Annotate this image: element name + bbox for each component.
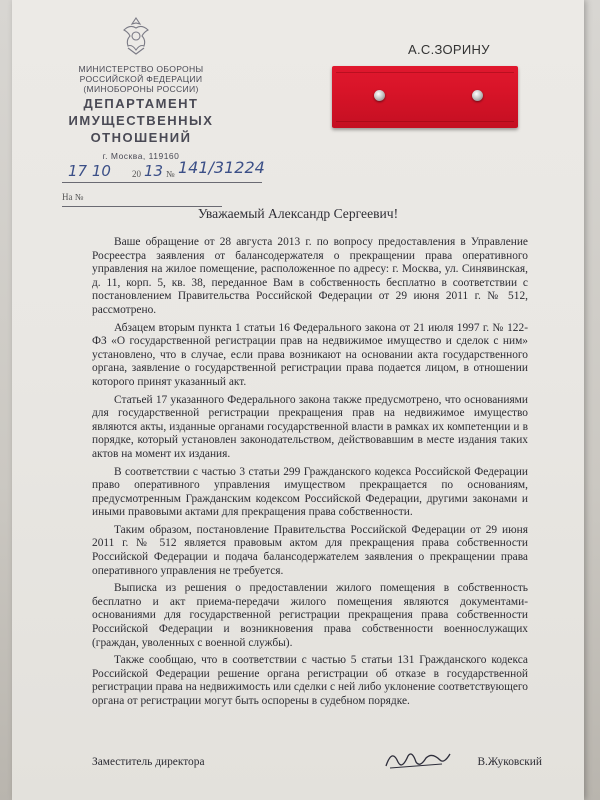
reference-label: На №: [62, 192, 84, 202]
paragraph: Также сообщаю, что в соответствии с частью 5 статьи 131 Гражданского кодекса Российской Федерации решение органа регистрации об отказе в государственной регистрации права на недвижимость или сделки с ней либо уклонение соответствующего органа от регистрации могут быть оспорены в судебном порядке.: [92, 654, 528, 707]
ministry-line-3: (МИНОБОРОНЫ РОССИИ): [83, 84, 199, 94]
rivet-icon: [374, 90, 385, 101]
paragraph: Выписка из решения о предоставлении жилого помещения в собственность бесплатно и акт приема-передачи жилого помещения являются документами-основаниями для государственной регистрации прекращения права собственности Российской Федерации и возникновения права собственности военнослужащих (граждан, уволенных с военной службы).: [92, 582, 528, 649]
reference-line: [62, 192, 222, 207]
department-line-2: ИМУЩЕСТВЕННЫХ: [68, 113, 214, 128]
paragraph: Ваше обращение от 28 августа 2013 г. по вопросу предоставления в Управление Росреестра заявления от балансодержателя о прекращении права оперативного управления на жилое помещение, расположенное по адресу: г. Москва, ул. Синявинская, д. 11, корп. 5, кв. 38, переданное Вам в собственность бесплатно в соответствии с постановлением Правительства Российской Федерации от 29 июня 2011 г. № 512, рассмотрено.: [92, 236, 528, 316]
department-line-1: ДЕПАРТАМЕНТ: [83, 96, 199, 111]
number-sign: №: [166, 169, 175, 179]
signature-icon: [382, 744, 452, 774]
paragraph: Абзацем вторым пункта 1 статьи 16 Федерального закона от 21 июля 1997 г. № 122-ФЗ «О государственной регистрации прав на недвижимое имущество и сделок с ним» установлено, что в случае, если права возникают на основании акта государственного органа, заявление о государственной регистрации права подается лицом, в отношении которого принят указанный акт.: [92, 321, 528, 388]
ministry-line-2: РОССИЙСКОЙ ФЕДЕРАЦИИ: [79, 74, 203, 84]
paragraph: В соответствии с частью 3 статьи 299 Гражданского кодекса Российской Федерации право оперативного управления имуществом прекращается по основаниям, предусмотренным Гражданским кодексом Российской Федерации, другими законами и иными правовыми актами для прекращения права собственности.: [92, 465, 528, 519]
red-ribbon-strap: [332, 66, 518, 128]
greeting: Уважаемый Александр Сергеевич!: [197, 206, 399, 221]
city-index: г. Москва, 119160: [102, 151, 180, 161]
signatory-title: Заместитель директора: [92, 756, 205, 768]
registration-line: [62, 158, 265, 183]
registration-date: 17 10: [68, 162, 111, 180]
emblem-icon: [114, 14, 158, 58]
registration-year: 13: [144, 162, 164, 180]
ministry-line-1: МИНИСТЕРСТВО ОБОРОНЫ: [78, 64, 204, 74]
rivet-icon: [472, 90, 483, 101]
department-line-3: ОТНОШЕНИЙ: [90, 130, 192, 145]
letter-page: [12, 0, 584, 800]
signatory-name: В.Жуковский: [477, 756, 542, 768]
addressee: А.С.ЗОРИНУ: [408, 42, 490, 57]
registration-number: 141/31224: [178, 158, 265, 177]
paragraph: Таким образом, постановление Правительства Российской Федерации от 29 июня 2011 г. № 512 является правовым актом для прекращения права собственности Российской Федерации и подача балансодержателем заявления о прекращении права оперативного управления не требуется.: [92, 523, 528, 577]
paragraph: Статьей 17 указанного Федерального закона также предусмотрено, что основаниями для государственной регистрации прекращения прав на недвижимое имущество являются акты, изданные органами государственной власти в рамках их компетенции и в порядке, который установлен законодательством, действовавшим в месте издания таких актов на момент их издания.: [92, 393, 528, 460]
signature-row: [92, 752, 542, 776]
letter-body: [92, 236, 528, 713]
year-prefix: 20: [132, 169, 141, 179]
letterhead: [56, 64, 226, 161]
